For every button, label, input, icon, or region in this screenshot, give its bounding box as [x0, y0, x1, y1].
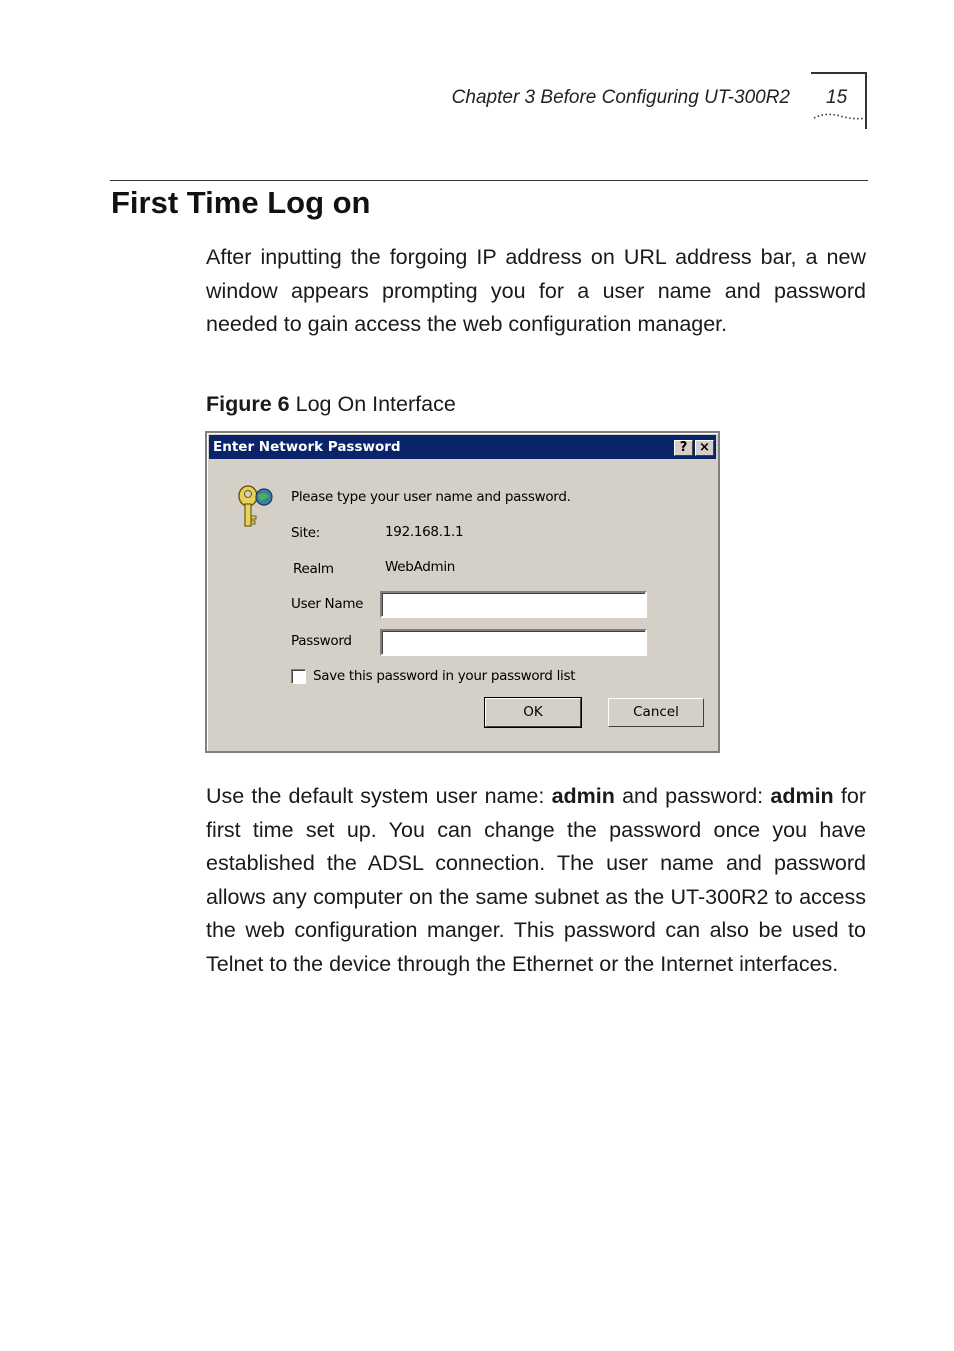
site-label: Site: [291, 525, 320, 541]
dialog-titlebar [209, 435, 716, 459]
dotted-ornament [812, 110, 868, 124]
p2-text-1: Use the default system user name: [206, 784, 552, 808]
figure-label: Figure 6 [206, 392, 290, 416]
username-label: User Name [291, 596, 364, 612]
network-password-dialog [205, 431, 720, 753]
default-username: admin [551, 784, 615, 808]
key-icon [235, 483, 277, 531]
p2-text-2: and password: [614, 784, 771, 808]
section-rule [110, 180, 868, 181]
password-field[interactable] [380, 629, 647, 656]
help-button[interactable]: ? [674, 440, 693, 456]
save-password-checkbox[interactable] [291, 669, 306, 684]
realm-label: Realm [293, 561, 334, 577]
prompt-text: Please type your user name and password. [291, 489, 571, 505]
ok-button[interactable]: OK [485, 698, 581, 727]
p2-text-3: for first time set up. You can change the password once you have established the ADSL connection. The user name and password allows any computer on the same subnet as the UT-300R2 to access the web configuration manger. This password can also be used to Telnet to the device through the Ethernet or the Internet interfaces. [206, 784, 866, 976]
page-number: 15 [826, 87, 848, 108]
site-value: 192.168.1.1 [385, 524, 464, 540]
default-credentials-paragraph [206, 780, 866, 981]
username-field[interactable] [380, 591, 647, 618]
close-button[interactable]: × [695, 440, 714, 456]
dialog-title: Enter Network Password [213, 439, 401, 455]
section-title: First Time Log on [111, 185, 371, 220]
default-password: admin [770, 784, 834, 808]
running-header: Chapter 3 Before Configuring UT-300R2 [451, 87, 790, 108]
figure-caption-text: Log On Interface [295, 392, 456, 416]
intro-paragraph: After inputting the forgoing IP address on URL address bar, a new window appears prompting you for a user name and password needed to gain access the web configuration manager. [206, 245, 866, 336]
cancel-button[interactable]: Cancel [608, 698, 704, 727]
password-label: Password [291, 633, 352, 649]
save-password-label[interactable]: Save this password in your password list [313, 668, 576, 684]
figure-caption [206, 392, 456, 417]
realm-value: WebAdmin [385, 559, 456, 575]
